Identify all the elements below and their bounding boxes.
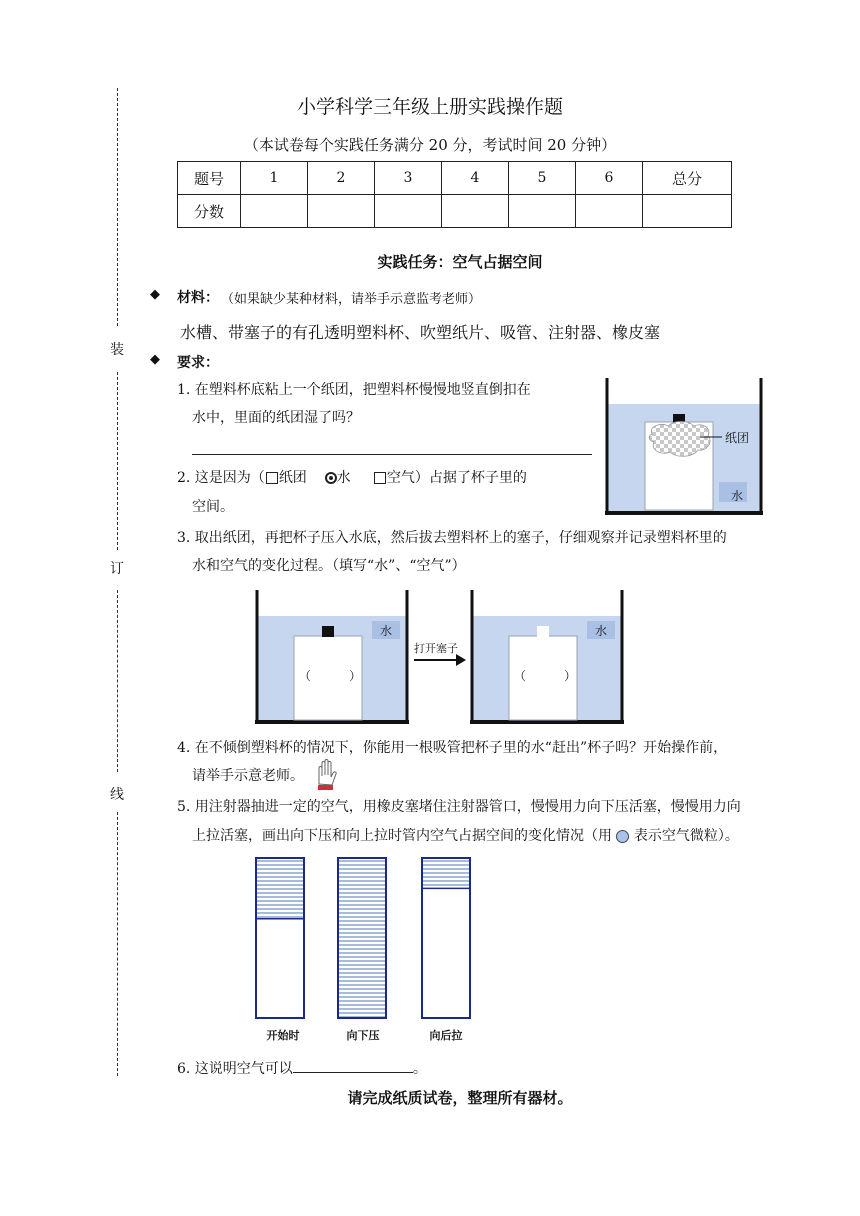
question-1-line-1: 1. 在塑料杯底粘上一个纸团，把塑料杯慢慢地竖直倒扣在 bbox=[177, 382, 531, 398]
question-6 bbox=[177, 1055, 427, 1083]
materials-label: 材料： bbox=[177, 290, 219, 306]
question-5-line-1: 5. 用注射器抽进一定的空气，用橡皮塞堵住注射器管口，慢慢用力向下压活塞，慢慢用力向 bbox=[177, 799, 741, 815]
score-table bbox=[177, 161, 732, 228]
question-4-line-1: 4. 在不倾倒塑料杯的情况下，你能用一根吸管把杯子里的水“赶出”杯子吗？开始操作前， bbox=[177, 740, 728, 756]
air-particle-icon bbox=[616, 830, 629, 843]
question-2-line-1 bbox=[177, 464, 527, 492]
raise-hand-icon bbox=[313, 758, 339, 792]
binding-dash-3 bbox=[117, 590, 118, 772]
syringe-label-start: 开始时 bbox=[266, 1029, 300, 1042]
binding-char-ding: 订 bbox=[110, 561, 124, 577]
table-header-cell: 6 bbox=[576, 162, 643, 195]
option-water-selected-radio[interactable] bbox=[325, 472, 337, 484]
page-title: 小学科学三年级上册实践操作题 bbox=[296, 96, 563, 118]
syringe-pull-air-region bbox=[422, 858, 470, 888]
water-label: 水 bbox=[730, 489, 743, 503]
table-row bbox=[178, 162, 732, 195]
binding-dash-1 bbox=[117, 88, 118, 326]
option-air-label: 空气）占据了杯子里的 bbox=[386, 470, 527, 486]
syringe-label-push: 向下压 bbox=[346, 1029, 380, 1042]
table-header-cell: 总分 bbox=[643, 162, 732, 195]
question-6-suffix: 。 bbox=[412, 1061, 427, 1077]
question-6-answer-line[interactable] bbox=[293, 1058, 413, 1073]
figure-cup-before bbox=[254, 588, 410, 726]
option-paper-label: 纸团 bbox=[278, 470, 307, 486]
page-subtitle: （本试卷每个实践任务满分 20 分，考试时间 20 分钟） bbox=[243, 136, 617, 154]
binding-dash-2 bbox=[117, 372, 118, 550]
table-header-cell: 5 bbox=[509, 162, 576, 195]
task-title: 实践任务：空气占据空间 bbox=[377, 253, 543, 271]
question-1-answer-line[interactable] bbox=[192, 454, 592, 455]
paper-ball-label: 纸团 bbox=[725, 431, 750, 445]
score-cell[interactable] bbox=[308, 195, 375, 228]
figure-syringes bbox=[246, 856, 486, 1020]
materials-note: （如果缺少某种材料，请举手示意监考老师） bbox=[221, 292, 482, 307]
cup-stopper bbox=[322, 626, 334, 637]
requirements-label: 要求： bbox=[177, 355, 219, 371]
question-2-prefix: 2. 这是因为（ bbox=[177, 470, 265, 486]
answer-blank-left[interactable]: （ ） bbox=[298, 669, 362, 683]
diamond-bullet-icon: ◆ bbox=[150, 287, 160, 302]
arrow-label: 打开塞子 bbox=[414, 642, 458, 655]
option-air-checkbox[interactable] bbox=[374, 472, 386, 484]
diamond-bullet-icon: ◆ bbox=[150, 352, 160, 367]
question-3-line-2: 水和空气的变化过程。（填写“水”、“空气”） bbox=[192, 558, 466, 574]
question-2-line-2: 空间。 bbox=[192, 499, 234, 515]
question-5-line-2 bbox=[192, 822, 739, 850]
question-6-prefix: 6. 这说明空气可以 bbox=[177, 1061, 293, 1077]
option-water-label: 水 bbox=[336, 470, 351, 486]
question-3-line-1: 3. 取出纸团，再把杯子压入水底，然后拔去塑料杯上的塞子，仔细观察并记录塑料杯里的 bbox=[177, 530, 727, 546]
question-4-line-2: 请举手示意老师。 bbox=[192, 768, 304, 784]
question-5-line-2-a: 上拉活塞，画出向下压和向上拉时管内空气占据空间的变化情况（用 bbox=[192, 828, 612, 844]
syringe-label-pull: 向后拉 bbox=[429, 1029, 463, 1042]
option-paper-checkbox[interactable] bbox=[266, 472, 278, 484]
materials-list: 水槽、带塞子的有孔透明塑料杯、吹塑纸片、吸管、注射器、橡皮塞 bbox=[180, 323, 661, 342]
table-row bbox=[178, 195, 732, 228]
figure-cup-after bbox=[469, 588, 625, 726]
syringe-push-air-region bbox=[338, 858, 386, 1018]
binding-char-zhuang: 装 bbox=[110, 342, 124, 358]
score-cell[interactable] bbox=[643, 195, 732, 228]
table-header-cell: 题号 bbox=[178, 162, 241, 195]
question-1-line-2: 水中，里面的纸团湿了吗？ bbox=[192, 410, 360, 426]
binding-char-xian: 线 bbox=[110, 787, 124, 803]
cup-open-hole bbox=[537, 626, 549, 637]
table-row-label: 分数 bbox=[178, 195, 241, 228]
binding-dash-4 bbox=[117, 812, 118, 1076]
footer-instruction: 请完成纸质试卷，整理所有器材。 bbox=[347, 1089, 573, 1107]
score-cell[interactable] bbox=[442, 195, 509, 228]
score-cell[interactable] bbox=[509, 195, 576, 228]
table-header-cell: 1 bbox=[241, 162, 308, 195]
score-cell[interactable] bbox=[576, 195, 643, 228]
table-header-cell: 3 bbox=[375, 162, 442, 195]
question-5-line-2-b: 表示空气微粒）。 bbox=[633, 828, 739, 844]
score-cell[interactable] bbox=[241, 195, 308, 228]
answer-blank-right[interactable]: （ ） bbox=[513, 669, 577, 683]
score-cell[interactable] bbox=[375, 195, 442, 228]
water-label-left: 水 bbox=[379, 624, 392, 638]
table-header-cell: 4 bbox=[442, 162, 509, 195]
table-header-cell: 2 bbox=[308, 162, 375, 195]
water-label-right: 水 bbox=[594, 624, 607, 638]
syringe-start-air-region bbox=[256, 858, 304, 919]
